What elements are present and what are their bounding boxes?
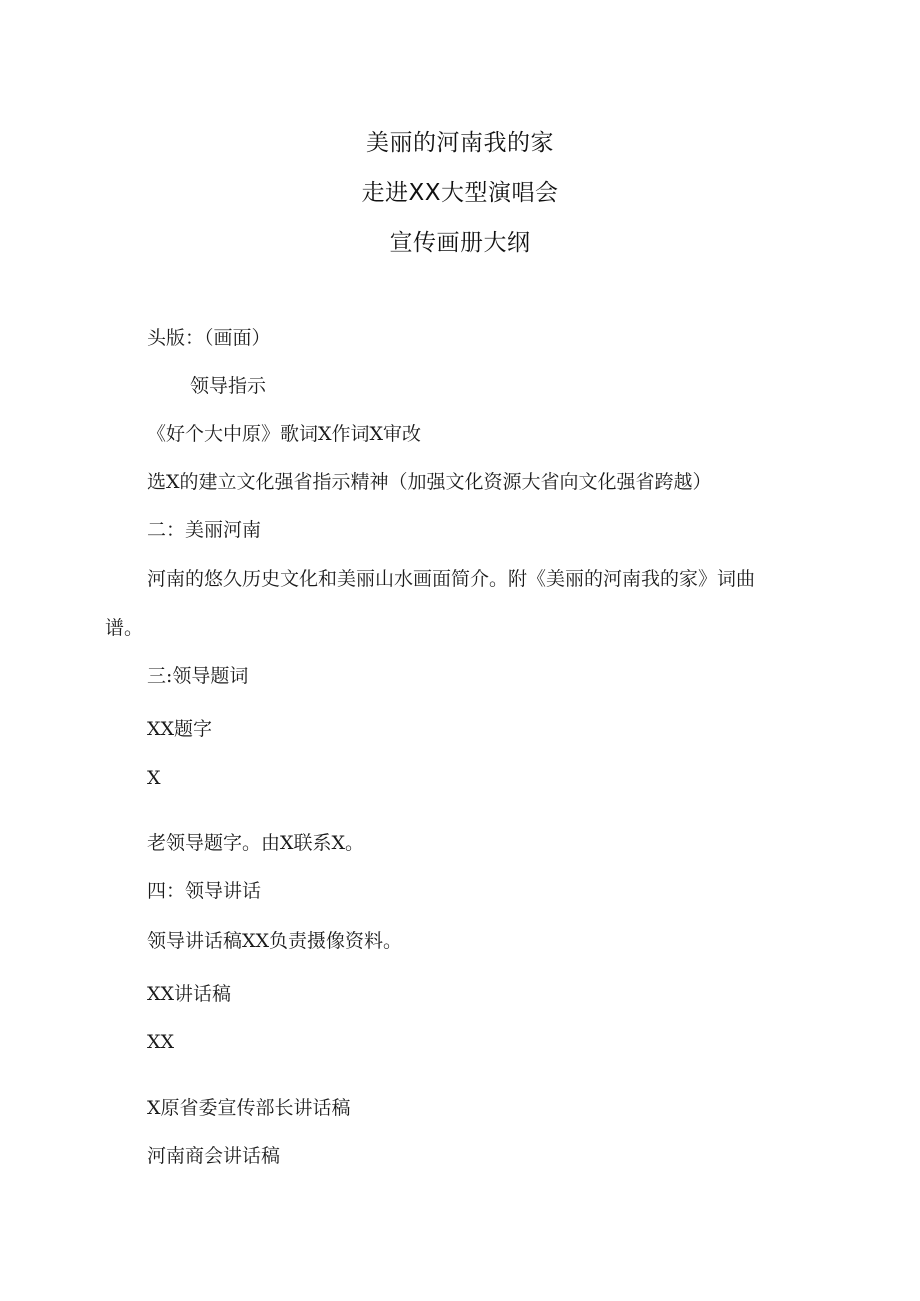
document-title-line-2: 走进XX大型演唱会 bbox=[361, 180, 559, 206]
section-beautiful-henan: 二：美丽河南 bbox=[147, 519, 262, 541]
section-front-page: 头版：（画面） bbox=[147, 327, 271, 349]
document-title-line-1: 美丽的河南我的家 bbox=[366, 130, 554, 156]
item-xx-speech: XX讲话稿 bbox=[147, 983, 232, 1005]
item-leader-instructions: 领导指示 bbox=[190, 375, 267, 397]
item-xx-inscription: XX题字 bbox=[147, 718, 213, 740]
document-title-line-3: 宣传画册大纲 bbox=[389, 230, 531, 256]
item-old-leader-inscription: 老领导题字。由X联系X。 bbox=[147, 832, 365, 854]
item-henan-intro-continued: 谱。 bbox=[105, 617, 144, 639]
item-speech-draft-video: 领导讲话稿XX负责摄像资料。 bbox=[147, 930, 403, 952]
item-x: X bbox=[147, 767, 161, 789]
item-culture-spirit: 选X的建立文化强省指示精神（加强文化资源大省向文化强省跨越） bbox=[147, 471, 712, 493]
section-leader-inscriptions: 三:领导题词 bbox=[147, 665, 249, 687]
section-leader-speeches: 四：领导讲话 bbox=[147, 880, 262, 902]
item-former-minister-speech: X原省委宣传部长讲话稿 bbox=[147, 1097, 351, 1119]
item-xx: XX bbox=[147, 1031, 175, 1053]
item-chamber-speech: 河南商会讲话稿 bbox=[147, 1145, 281, 1167]
item-song-lyrics: 《好个大中原》歌词X作词X审改 bbox=[147, 423, 422, 445]
item-henan-intro: 河南的悠久历史文化和美丽山水画面简介。附《美丽的河南我的家》词曲 bbox=[147, 568, 756, 590]
